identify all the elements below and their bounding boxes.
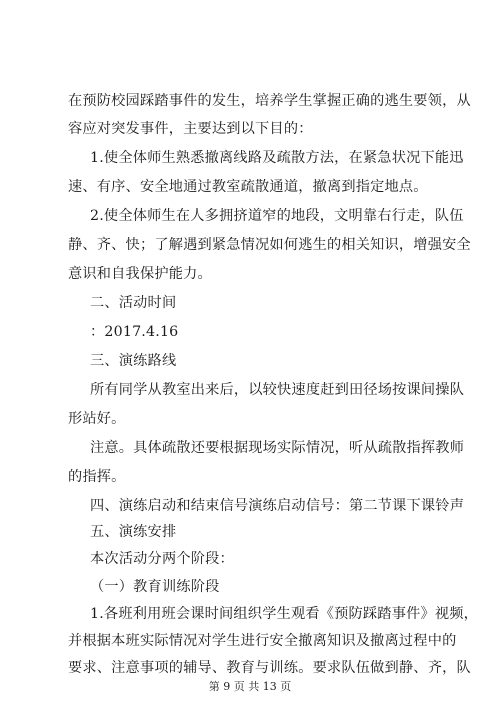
text-line: 要求、注意事项的辅导、教育与训练。要求队伍做到静、齐，队 — [68, 660, 471, 676]
subsection-heading: （一）教育训练阶段 — [90, 579, 220, 595]
section-heading: 三、演练路线 — [90, 353, 177, 369]
page-number-footer: 第 9 页 共 13 页 — [208, 680, 292, 693]
text-line: 并根据本班实际情况对学生进行安全撤离知识及撤离过程中的 — [68, 633, 457, 649]
text-line: 在预防校园踩踏事件的发生，培养学生掌握正确的逃生要领，从 — [68, 93, 471, 109]
section-heading: 五、演练安排 — [90, 524, 177, 540]
text-line: 静、齐、快；了解遇到紧急情况如何逃生的相关知识，增强安全 — [68, 237, 471, 253]
text-line: ：2017.4.16 — [90, 324, 179, 340]
text-line: 容应对突发事件，主要达到以下目的： — [68, 121, 313, 137]
text-line: 注意。具体疏散还要根据现场实际情况，听从疏散指挥教师 — [90, 440, 465, 456]
text-line: 1.使全体师生熟悉撤离线路及疏散方法，在紧急状况下能迅 — [90, 150, 464, 166]
text-line: 形站好。 — [68, 411, 126, 427]
text-line: 2.使全体师生在人多拥挤道窄的地段，文明靠右行走，队伍 — [90, 208, 464, 224]
text-line: 速、有序、安全地通过教室疏散通道，撤离到指定地点。 — [68, 179, 428, 195]
section-heading: 四、演练启动和结束信号演练启动信号：第二节课下课铃声 — [90, 498, 465, 514]
text-line: 1.各班利用班会课时间组织学生观看《预防踩踏事件》视频， — [90, 606, 479, 622]
section-heading: 二、活动时间 — [90, 295, 177, 311]
text-line: 本次活动分两个阶段： — [90, 551, 234, 567]
text-line: 的指挥。 — [68, 469, 126, 485]
text-line: 意识和自我保护能力。 — [68, 266, 212, 282]
text-line: 所有同学从教室出来后，以较快速度赶到田径场按课间操队 — [90, 382, 465, 398]
